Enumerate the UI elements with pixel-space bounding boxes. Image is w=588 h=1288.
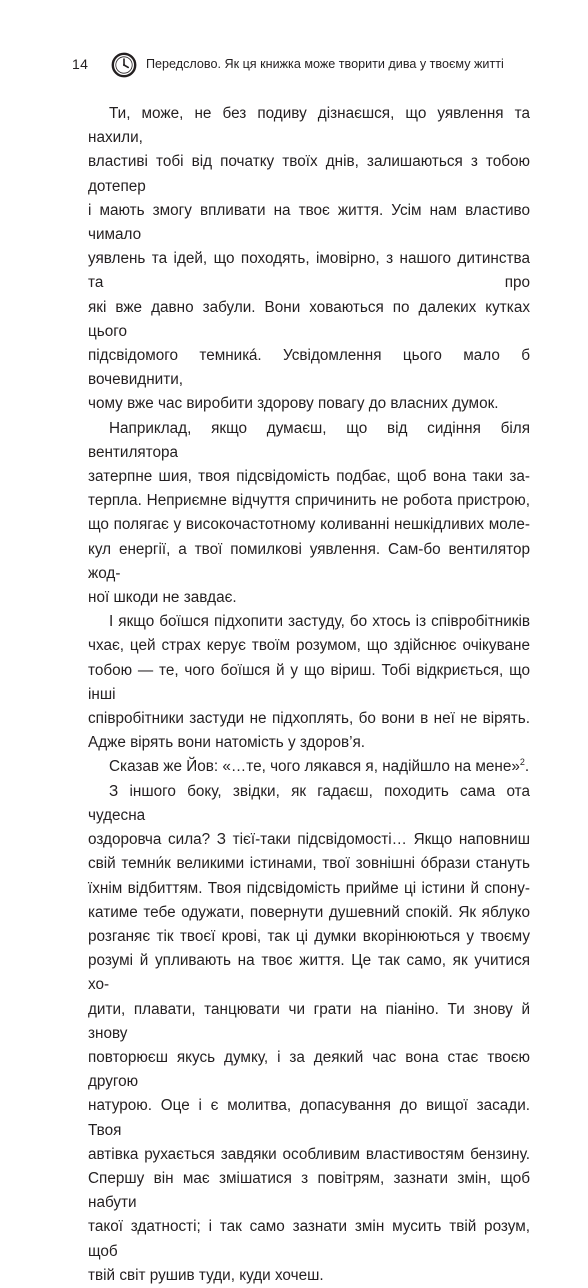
line-text: Адже вірять вони натомість у здоров’я. [88, 734, 366, 752]
body-text [88, 102, 530, 1288]
text-line [88, 949, 530, 997]
line-text: які вже давно забули. Вони ховаються по далеких кутках цього [88, 298, 530, 340]
line-text: такої здатності; і так само зазнати змін мусить твій розум, щоб [88, 1218, 530, 1260]
line-text: З іншого боку, звідки, як гадаєш, походить сама ота чудесна [88, 782, 530, 824]
text-line [88, 1046, 530, 1094]
text-line [88, 659, 530, 707]
line-text: тобою — те, чого боїшся й у що віриш. Тобі відкриється, що інші [88, 661, 530, 703]
line-text: Сказав же Йов: «…те, чого лякався я, надійшло на мене» [109, 758, 520, 776]
line-text: розганяє тік твоєї крові, так ці думки вкорінюються у твоєму [88, 927, 530, 945]
text-line [88, 489, 530, 513]
line-text: співробітники застуди не підхоплять, бо вони в неї не вірять. [88, 710, 530, 728]
line-text: властиві тобі від початку твоїх днів, залишаються з тобою дотепер [88, 153, 530, 195]
line-text: повторюєш якусь думку, і за деякий час вона стає твоєю другою [88, 1048, 530, 1091]
line-text: натурою. Оце і є молитва, допасування до вищої засади. Твоя [88, 1097, 530, 1139]
text-line [88, 102, 530, 150]
line-text: ної шкоди не завдає. [88, 589, 237, 607]
text-line [88, 1167, 530, 1215]
page-number: 14 [72, 56, 89, 72]
text-line [88, 465, 530, 489]
line-text: терпла. Неприємне відчуття спричинить не робота пристрою, [88, 492, 530, 510]
text-line [88, 828, 530, 852]
text-line [88, 1143, 530, 1167]
line-text: чому вже час виробити здорову повагу до власних думок. [88, 395, 499, 413]
text-line [88, 852, 530, 876]
text-line [88, 1215, 530, 1263]
text-line [88, 877, 530, 901]
text-line [88, 296, 530, 344]
line-text: Наприклад, якщо думаєш, що від сидіння біля вентилятора [88, 419, 530, 461]
page-header [0, 50, 588, 80]
text-line [88, 755, 530, 779]
footnote-marker: 2 [519, 757, 525, 768]
line-text: дити, плавати, танцювати чи грати на піаніно. Ти знову й знову [88, 1000, 530, 1042]
text-line [88, 1264, 530, 1288]
line-text: кул енергії, а твої помилкові уявлення. Сам-бо вентилятор жод- [88, 540, 530, 582]
text-line [88, 634, 530, 658]
line-text: автівка рухається завдяки особливим властивостям бензину. [88, 1145, 530, 1163]
text-line [88, 998, 530, 1046]
text-line [88, 925, 530, 949]
line-tail: . [524, 758, 530, 776]
line-text: і мають змогу впливати на твоє життя. Усім нам властиво чимало [88, 201, 530, 244]
line-text: уявлень та ідей, що походять, імовірно, з нашого дитинства та про [88, 250, 530, 292]
running-title: Передслово. Як ця книжка може творити дива у твоєму житті [146, 57, 504, 71]
text-line [88, 538, 530, 586]
line-text: свій темни́к великими істинами, твої зовнішні óбрази стануть [88, 855, 530, 873]
text-line [88, 417, 530, 465]
line-text: їхнім відбиттям. Твоя підсвідомість прийме ці істини й спону- [88, 879, 530, 897]
text-line [88, 707, 530, 731]
text-line [88, 199, 530, 247]
text-line [88, 586, 530, 610]
line-text: Ти, може, не без подиву дізнаєшся, що уявлення та нахили, [88, 105, 530, 147]
line-text: твій світ рушив туди, куди хочеш. [88, 1266, 324, 1284]
line-text: катиме тебе одужати, повернути душевний спокій. Як яблуко [88, 903, 530, 921]
text-line [88, 513, 530, 537]
line-text: підсвідомого темникá. Усвідомлення цього мало б вочевиднити, [88, 347, 530, 389]
text-line [88, 731, 530, 755]
line-text: що полягає у високочастотному коливанні нешкідливих моле- [88, 516, 530, 534]
text-line [88, 247, 530, 295]
text-line [88, 610, 530, 634]
text-line [88, 1094, 530, 1142]
line-text: затерпне шия, твоя підсвідомість подбає, щоб вона таки за- [88, 468, 530, 486]
text-line [88, 392, 530, 416]
text-line [88, 780, 530, 828]
line-text: оздоровча сила? З тієї-таки підсвідомості… Якщо наповниш [88, 831, 530, 849]
text-line [88, 344, 530, 392]
line-text: Спершу він має змішатися з повітрям, зазнати змін, щоб набути [88, 1169, 530, 1212]
text-line [88, 150, 530, 198]
line-text: розумі й упливають на твоє життя. Це так само, як учитися хо- [88, 952, 530, 994]
line-text: чхає, цей страх керує твоїм розумом, що здійснює очікуване [88, 637, 530, 655]
line-text: І якщо боїшся підхопити застуду, бо хтось із співробітників [109, 613, 530, 631]
clock-icon [111, 52, 137, 78]
text-line [88, 901, 530, 925]
